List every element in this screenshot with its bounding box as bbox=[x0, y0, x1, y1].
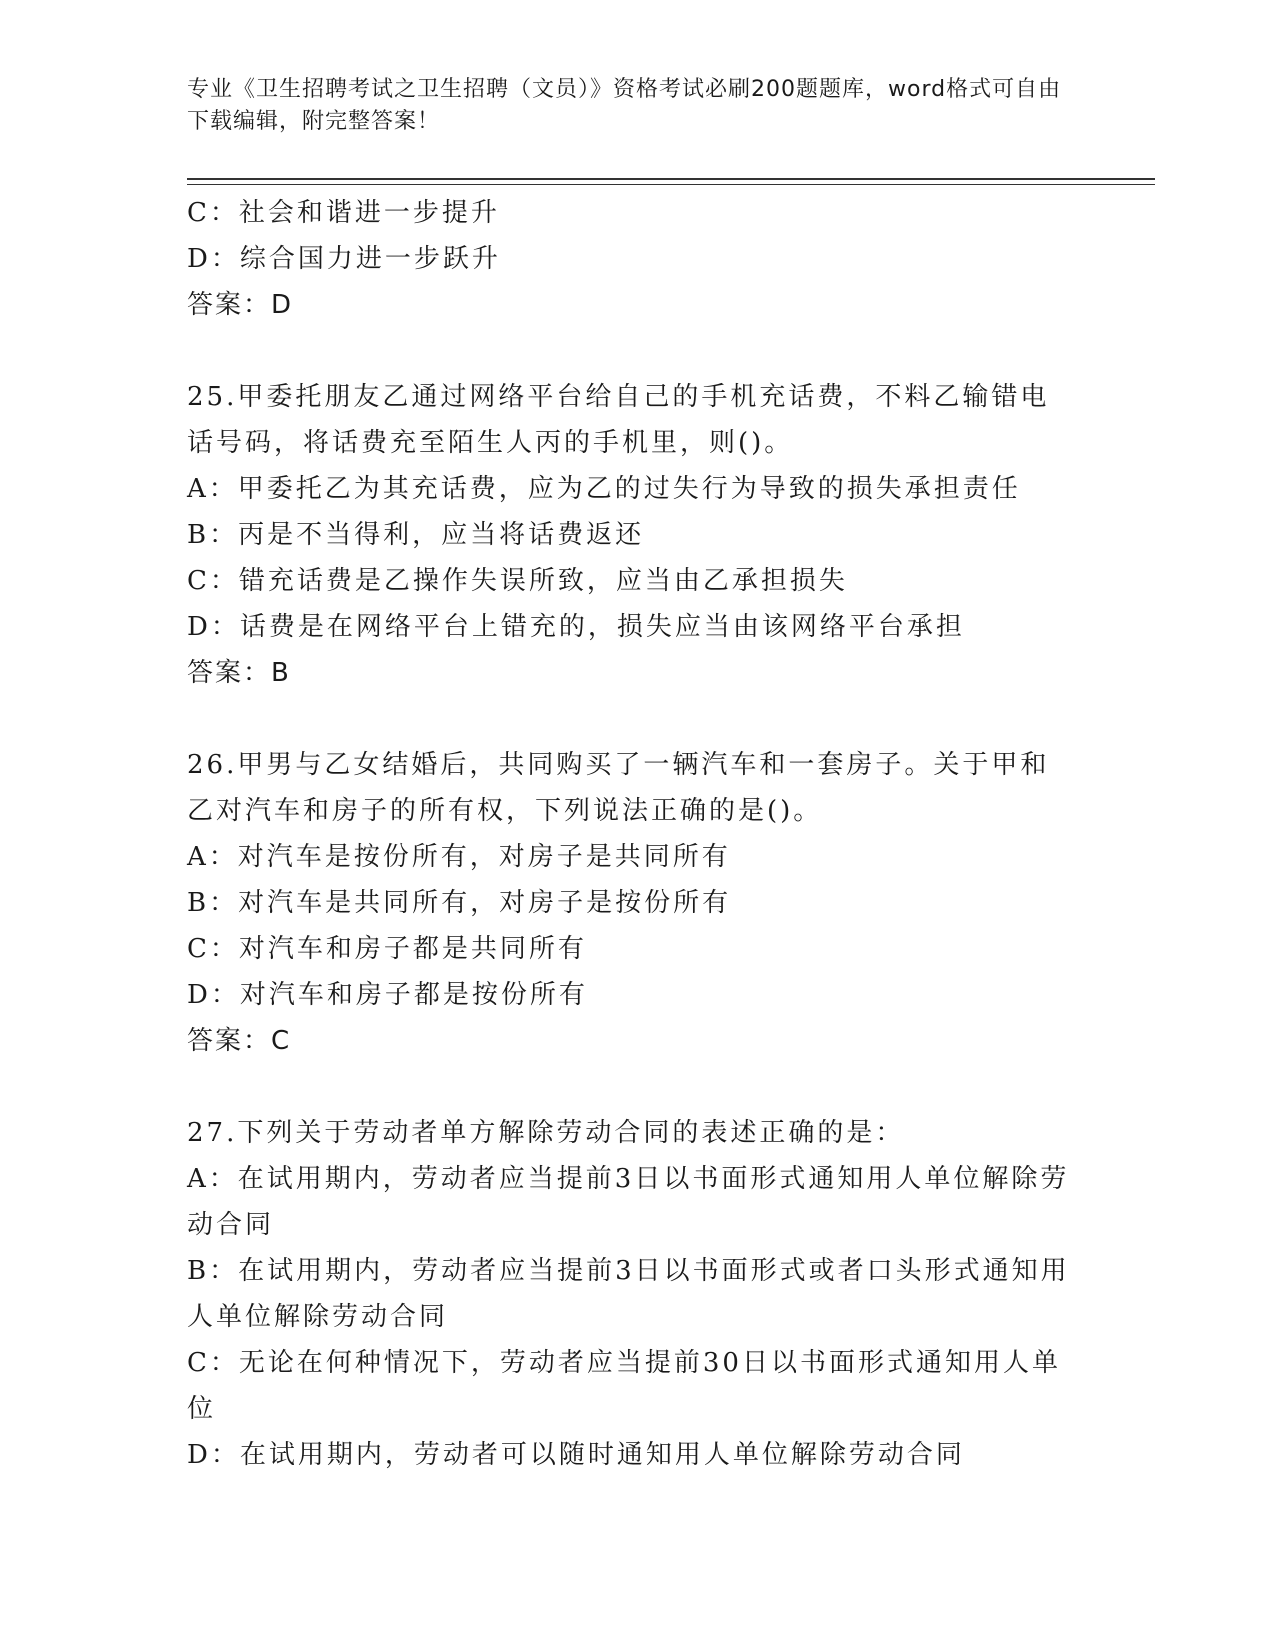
carry-over-question bbox=[187, 190, 1077, 328]
question-26 bbox=[187, 742, 1077, 1064]
answer-line: 答案：B bbox=[187, 658, 291, 688]
option-d: D：话费是在网络平台上错充的，损失应当由该网络平台承担 bbox=[187, 612, 965, 642]
option-b: B：对汽车是共同所有，对房子是按份所有 bbox=[187, 888, 732, 918]
document-header: 专业《卫生招聘考试之卫生招聘（文员）》资格考试必刷200题题库，word格式可自由下载编辑，附完整答案！ bbox=[187, 77, 1062, 134]
option-c: C：无论在何种情况下，劳动者应当提前30日以书面形式通知用人单位 bbox=[187, 1348, 1061, 1424]
question-27 bbox=[187, 1110, 1077, 1478]
option-d: D：在试用期内，劳动者可以随时通知用人单位解除劳动合同 bbox=[187, 1440, 965, 1470]
option-b: B：在试用期内，劳动者应当提前3日以书面形式或者口头形式通知用人单位解除劳动合同 bbox=[187, 1256, 1070, 1332]
option-c: C：对汽车和房子都是共同所有 bbox=[187, 934, 587, 964]
header-divider-thin bbox=[187, 184, 1155, 185]
answer-line: 答案：D bbox=[187, 290, 294, 320]
answer-line: 答案：C bbox=[187, 1026, 292, 1056]
option-a: A：对汽车是按份所有，对房子是共同所有 bbox=[187, 842, 731, 872]
option-c: C：错充话费是乙操作失误所致，应当由乙承担损失 bbox=[187, 566, 848, 596]
option-d: D：对汽车和房子都是按份所有 bbox=[187, 980, 588, 1010]
option-a: A：在试用期内，劳动者应当提前3日以书面形式通知用人单位解除劳动合同 bbox=[187, 1164, 1070, 1240]
document-body bbox=[187, 190, 1077, 1478]
question-stem: 26.甲男与乙女结婚后，共同购买了一辆汽车和一套房子。关于甲和乙对汽车和房子的所有权，下列说法正确的是()。 bbox=[187, 750, 1050, 826]
option-b: B：丙是不当得利，应当将话费返还 bbox=[187, 520, 645, 550]
option-a: A：甲委托乙为其充话费，应为乙的过失行为导致的损失承担责任 bbox=[187, 474, 1021, 504]
option-c: C：社会和谐进一步提升 bbox=[187, 198, 500, 228]
header-divider-thick bbox=[187, 178, 1155, 180]
question-stem: 25.甲委托朋友乙通过网络平台给自己的手机充话费，不料乙输错电话号码，将话费充至陌生人丙的手机里，则()。 bbox=[187, 382, 1050, 458]
question-25 bbox=[187, 374, 1077, 696]
question-stem: 27.下列关于劳动者单方解除劳动合同的表述正确的是： bbox=[187, 1118, 905, 1148]
option-d: D：综合国力进一步跃升 bbox=[187, 244, 501, 274]
